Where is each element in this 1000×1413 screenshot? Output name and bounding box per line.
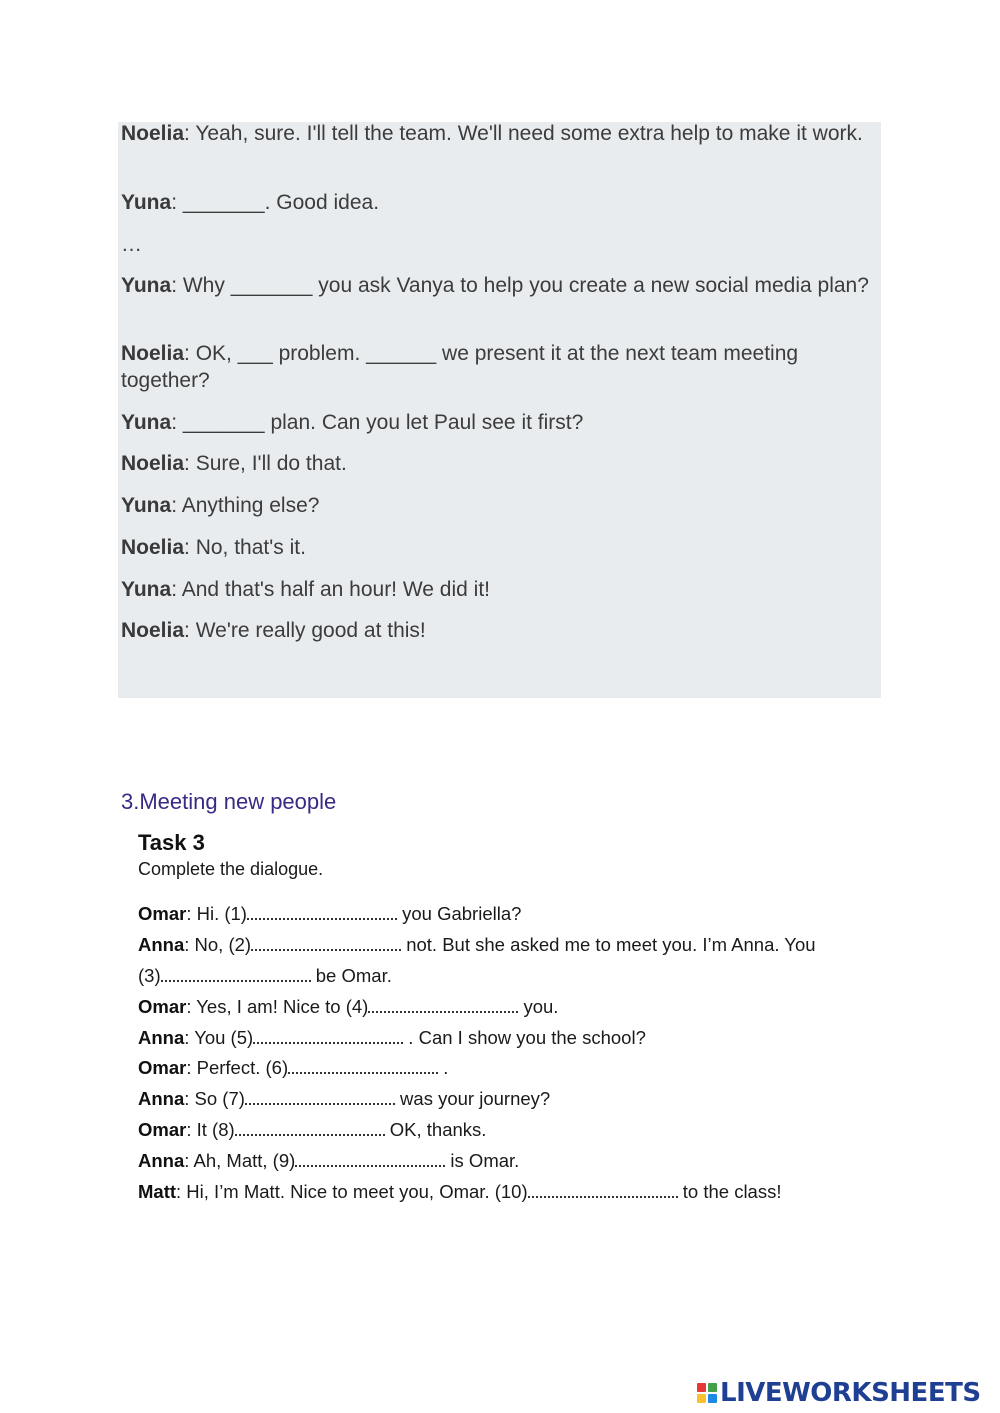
- logo-square: [697, 1394, 706, 1403]
- speaker-name: Yuna: [121, 191, 172, 214]
- line-text-after: was your journey?: [394, 1088, 551, 1109]
- dialogue-line: [121, 576, 873, 603]
- task-title: Task 3: [138, 830, 205, 855]
- speaker-name: Anna: [138, 1088, 185, 1109]
- answer-blank[interactable]: [245, 1086, 395, 1105]
- speaker-name: Omar: [138, 1057, 187, 1078]
- line-text-before: : Yes, I am! Nice to (4): [186, 996, 369, 1017]
- line-text-after: to the class!: [677, 1181, 782, 1202]
- logo-text: LIVEWORKSHEETS: [720, 1378, 981, 1408]
- liveworksheets-logo[interactable]: [697, 1377, 981, 1409]
- speaker-name: Yuna: [121, 411, 172, 434]
- task-instruction: Complete the dialogue.: [138, 859, 324, 879]
- line-text-after: is Omar.: [445, 1150, 520, 1171]
- task-line: [138, 994, 878, 1019]
- task-line: [138, 1117, 878, 1142]
- dialogue-line: [121, 492, 873, 519]
- logo-mark-icon: [697, 1383, 717, 1403]
- answer-blank[interactable]: [235, 1117, 385, 1136]
- dialogue-text: : Anything else?: [171, 494, 320, 517]
- line-text-before: (3): [138, 965, 161, 986]
- line-text-before: : Perfect. (6): [186, 1057, 289, 1078]
- dialogue-ellipsis: [121, 231, 873, 258]
- line-text-before: : No, (2): [184, 934, 252, 955]
- section-heading: 3.Meeting new people: [121, 789, 337, 814]
- task-line: [138, 1148, 878, 1173]
- speaker-name: Noelia: [121, 619, 185, 642]
- dialogue-text: : Why _______ you ask Vanya to help you create a new social media plan?: [171, 274, 869, 297]
- line-text-after: be Omar.: [310, 965, 392, 986]
- dialogue-text: : No, that's it.: [184, 536, 306, 559]
- speaker-name: Anna: [138, 1027, 185, 1048]
- answer-blank[interactable]: [368, 994, 518, 1013]
- dialogue-line: [121, 189, 873, 216]
- dialogue-line: [121, 617, 873, 644]
- line-text-after: . Can I show you the school?: [403, 1027, 646, 1048]
- answer-blank[interactable]: [253, 1025, 403, 1044]
- dialogue-text: …: [121, 233, 142, 256]
- answer-blank[interactable]: [161, 963, 311, 982]
- answer-blank[interactable]: [295, 1148, 445, 1167]
- speaker-name: Omar: [138, 1119, 187, 1140]
- task-line: [138, 1025, 878, 1050]
- dialogue-text: : Yeah, sure. I'll tell the team. We'll need some extra help to make it work.: [184, 122, 863, 145]
- dialogue-text: : OK, ___ problem. ______ we present it at the next team meeting together?: [121, 342, 799, 392]
- logo-square: [697, 1383, 706, 1392]
- dialogue-line: [121, 409, 873, 436]
- answer-blank[interactable]: [528, 1179, 678, 1198]
- task-line: [138, 963, 878, 988]
- task-line: [138, 1179, 878, 1204]
- line-text-before: : It (8): [186, 1119, 235, 1140]
- dialogue-text: : _______ plan. Can you let Paul see it first?: [171, 411, 584, 434]
- speaker-name: Noelia: [121, 536, 185, 559]
- speaker-name: Yuna: [121, 494, 172, 517]
- line-text-before: : So (7): [184, 1088, 245, 1109]
- speaker-name: Matt: [138, 1181, 177, 1202]
- speaker-name: Noelia: [121, 122, 185, 145]
- line-text-before: : Ah, Matt, (9): [184, 1150, 296, 1171]
- logo-square: [708, 1383, 717, 1392]
- dialogue-line: [121, 450, 873, 477]
- speaker-name: Yuna: [121, 578, 172, 601]
- answer-blank[interactable]: [251, 932, 401, 951]
- line-text-before: : Hi, I’m Matt. Nice to meet you, Omar. (10): [176, 1181, 528, 1202]
- speaker-name: Anna: [138, 1150, 185, 1171]
- logo-square: [708, 1394, 717, 1403]
- task-line: [138, 1086, 878, 1111]
- dialogue-line: [121, 534, 873, 561]
- line-text-after: OK, thanks.: [384, 1119, 487, 1140]
- dialogue-text: : _______. Good idea.: [171, 191, 380, 214]
- speaker-name: Anna: [138, 934, 185, 955]
- line-text-after: you.: [518, 996, 559, 1017]
- answer-blank[interactable]: [288, 1055, 438, 1074]
- line-text-before: : Hi. (1): [186, 903, 247, 924]
- dialogue-line: [121, 272, 873, 299]
- task-line: [138, 1055, 878, 1080]
- line-text-after: you Gabriella?: [396, 903, 522, 924]
- speaker-name: Omar: [138, 903, 187, 924]
- dialogue-line: [121, 340, 873, 394]
- line-text-after: not. But she asked me to meet you. I’m Anna. You: [401, 934, 816, 955]
- dialogue-text: : And that's half an hour! We did it!: [171, 578, 491, 601]
- task-line: [138, 932, 878, 957]
- answer-blank[interactable]: [247, 901, 397, 920]
- speaker-name: Omar: [138, 996, 187, 1017]
- speaker-name: Noelia: [121, 452, 185, 475]
- task-line: [138, 901, 878, 926]
- dialogue-line: [121, 120, 873, 147]
- dialogue-text: : Sure, I'll do that.: [184, 452, 347, 475]
- line-text-before: : You (5): [184, 1027, 254, 1048]
- dialogue-text: : We're really good at this!: [184, 619, 426, 642]
- line-text-after: .: [438, 1057, 449, 1078]
- speaker-name: Noelia: [121, 342, 185, 365]
- speaker-name: Yuna: [121, 274, 172, 297]
